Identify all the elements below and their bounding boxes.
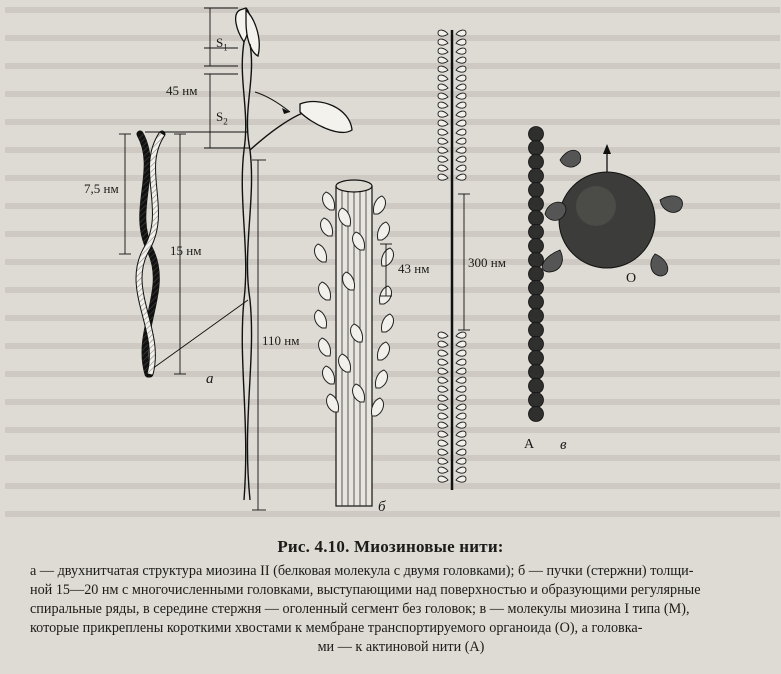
myosin-head-icon	[438, 332, 448, 338]
label-panel-a: а	[206, 371, 214, 387]
myosin-head-icon	[438, 476, 448, 482]
actin-bead	[529, 393, 544, 408]
myosin-head-icon	[456, 386, 466, 392]
myosin-head-icon	[456, 422, 466, 428]
myosin-head-icon	[456, 138, 466, 144]
myosin-head-icon	[438, 174, 448, 180]
myosin-head-icon	[438, 30, 448, 36]
myosin-head-icon	[456, 111, 466, 117]
myosin-head-icon	[456, 359, 466, 365]
actin-bead	[529, 239, 544, 254]
myosin-head-icon	[438, 395, 448, 401]
myosin-head-icon	[456, 102, 466, 108]
myosin-head-icon	[438, 350, 448, 356]
myosin-head-icon	[456, 332, 466, 338]
actin-bead	[529, 197, 544, 212]
myosin-head-icon	[456, 350, 466, 356]
actin-bead	[529, 337, 544, 352]
label-45-nm: 45 нм	[166, 83, 198, 98]
myosin-head-icon	[456, 84, 466, 90]
myosin-head-icon	[456, 458, 466, 464]
myosin-head-icon	[456, 467, 466, 473]
myosin-head-icon	[438, 138, 448, 144]
myosin-head-icon	[456, 147, 466, 153]
myosin-head-icon	[438, 449, 448, 455]
myosin-head-icon	[456, 413, 466, 419]
label-300-nm: 300 нм	[468, 255, 506, 270]
myosin-head-icon	[456, 156, 466, 162]
actin-bead	[529, 295, 544, 310]
label-panel-b: б	[378, 499, 386, 515]
actin-bead	[529, 253, 544, 268]
myosin-head-icon	[456, 404, 466, 410]
panel-b-thick-filament	[438, 30, 470, 490]
myosin-head-icon	[438, 84, 448, 90]
actin-bead	[529, 225, 544, 240]
myosin-head-icon	[438, 165, 448, 171]
myosin-head-icon	[456, 341, 466, 347]
myosin-head-icon	[456, 129, 466, 135]
myosin-head-icon	[438, 156, 448, 162]
panel-a-myosin-ii	[119, 8, 352, 510]
label-7-5-nm: 7,5 нм	[84, 181, 119, 196]
myosin-head-icon	[456, 75, 466, 81]
caption-line-1: а — двухнитчатая структура миозина II (белковая молекула с двумя головками); б — пучки (стержни) толщи-	[30, 563, 694, 579]
myosin-head-icon	[438, 458, 448, 464]
actin-bead	[529, 155, 544, 170]
myosin-head-icon	[438, 75, 448, 81]
label-actin: А	[524, 437, 535, 452]
myosin-head-icon	[438, 39, 448, 45]
myosin-head-icon	[456, 165, 466, 171]
myosin-head-icon	[456, 39, 466, 45]
myosin-head-icon	[456, 48, 466, 54]
label-15-nm: 15 нм	[170, 243, 202, 258]
myosin-head-icon	[438, 57, 448, 63]
figure-caption-title: Рис. 4.10. Миозиновые нити:	[277, 537, 504, 556]
myosin-head-icon	[438, 368, 448, 374]
myosin-head-icon	[456, 449, 466, 455]
caption-line-3: спиральные ряды, в середине стержня — оголенный сегмент без головок; в — молекулы миозина I типа (М),	[30, 601, 690, 617]
label-s1: $S_1$	[216, 35, 228, 53]
actin-bead	[529, 351, 544, 366]
myosin-head-icon	[438, 413, 448, 419]
myosin-head-icon	[438, 120, 448, 126]
myosin-head-icon	[456, 120, 466, 126]
myosin-head-icon	[456, 368, 466, 374]
actin-bead	[529, 365, 544, 380]
actin-bead	[529, 211, 544, 226]
caption-line-4: которые прикреплены короткими хвостами к мембране транспортируемого органоида (О), а головка-	[30, 620, 643, 636]
caption-line-5: ми — к актиновой нити (А)	[317, 639, 485, 655]
panel-b-myosin-bundle	[315, 180, 394, 506]
myosin-head-icon	[438, 440, 448, 446]
myosin-head-icon	[456, 93, 466, 99]
label-43-nm: 43 нм	[398, 261, 430, 276]
myosin-head-icon	[438, 377, 448, 383]
myosin-head-icon	[438, 341, 448, 347]
myosin-head-icon	[438, 422, 448, 428]
myosin-head-icon	[456, 476, 466, 482]
actin-bead	[529, 323, 544, 338]
myosin-head-icon	[438, 147, 448, 153]
myosin-head-icon	[456, 66, 466, 72]
actin-bead	[529, 407, 544, 422]
label-110-nm: 110 нм	[262, 333, 300, 348]
myosin-head-icon	[456, 377, 466, 383]
panel-v-myosin-i	[529, 127, 683, 422]
myosin-head-icon	[456, 57, 466, 63]
label-panel-v: в	[560, 437, 567, 453]
figure-caption-body	[30, 562, 772, 657]
myosin-head-icon	[438, 66, 448, 72]
actin-bead	[529, 267, 544, 282]
myosin-head-icon	[456, 395, 466, 401]
actin-bead	[529, 183, 544, 198]
myosin-head-icon	[438, 93, 448, 99]
myosin-head-icon	[438, 404, 448, 410]
myosin-head-icon	[438, 48, 448, 54]
actin-bead	[529, 281, 544, 296]
myosin-head-icon	[456, 30, 466, 36]
myosin-head-icon	[456, 440, 466, 446]
myosin-head-icon	[438, 467, 448, 473]
myosin-head-icon	[456, 174, 466, 180]
myosin-head-icon	[438, 111, 448, 117]
actin-bead	[529, 309, 544, 324]
myosin-head-icon	[438, 102, 448, 108]
myosin-head-icon	[438, 359, 448, 365]
myosin-head-icon	[456, 431, 466, 437]
label-organoid: О	[626, 271, 637, 286]
myosin-head-icon	[438, 129, 448, 135]
caption-line-2: ной 15—20 нм с многочисленными головками, выступающими над поверхностью и образующими регулярные	[30, 582, 701, 598]
actin-bead	[529, 169, 544, 184]
actin-bead	[529, 379, 544, 394]
myosin-head-icon	[438, 386, 448, 392]
actin-bead	[529, 127, 544, 142]
myosin-head-icon	[438, 431, 448, 437]
label-s2: $S_2$	[216, 109, 228, 127]
actin-bead	[529, 141, 544, 156]
